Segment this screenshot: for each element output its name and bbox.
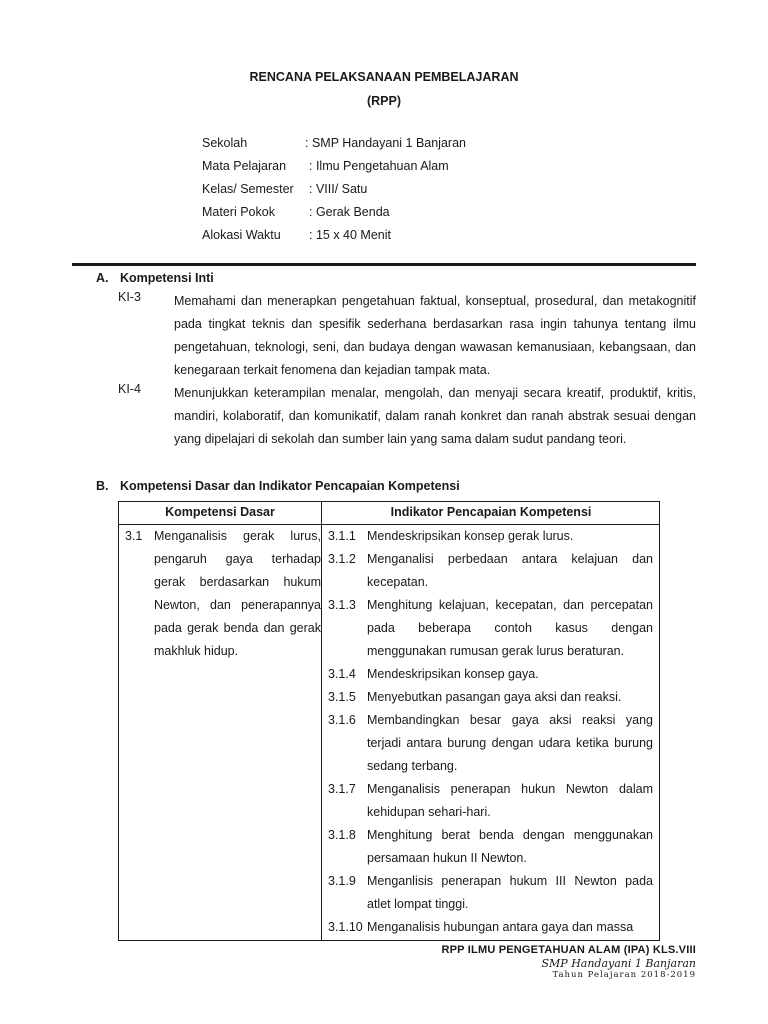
indicator-number: 3.1.3 (328, 598, 356, 612)
ki-code: KI-3 (118, 290, 141, 304)
identity-block (202, 136, 466, 251)
info-value: : VIII/ Satu (309, 182, 368, 196)
table-header-ipk: Indikator Pencapaian Kompetensi (390, 505, 592, 519)
ki-code: KI-4 (118, 382, 141, 396)
info-label: Sekolah (202, 136, 248, 150)
section-letter: A. (96, 271, 109, 285)
section-b-heading (96, 479, 460, 493)
indicator-number: 3.1.4 (328, 667, 356, 681)
info-row-topic (202, 205, 466, 228)
document-subtitle: (RPP) (366, 94, 402, 108)
info-row-class (202, 182, 466, 205)
ki-item (118, 290, 696, 382)
info-row-time (202, 228, 466, 251)
info-row-subject (202, 159, 466, 182)
indicator-number: 3.1.7 (328, 782, 356, 796)
section-letter: B. (96, 479, 109, 493)
info-value: : SMP Handayani 1 Banjaran (305, 136, 466, 150)
indicator-item (328, 870, 653, 916)
indicator-list (328, 525, 653, 939)
info-value: : 15 x 40 Menit (309, 228, 391, 242)
section-title: Kompetensi Inti (120, 271, 214, 285)
indicator-text: Menganalisis penerapan hukun Newton dalam kehidupan sehari-hari. (367, 782, 653, 819)
table-column-divider (321, 502, 322, 940)
indicator-item (328, 686, 653, 709)
indicator-text: Mendeskripsikan konsep gaya. (367, 667, 539, 681)
indicator-item (328, 548, 653, 594)
section-title: Kompetensi Dasar dan Indikator Pencapaian Kompetensi (120, 479, 460, 493)
kd-text: Menganalisis gerak lurus, pengaruh gaya terhadap gerak berdasarkan hukum Newton, dan penerapannya pada gerak benda dan gerak makhluk hidup. (154, 529, 321, 658)
competency-table (118, 501, 660, 941)
info-label: Materi Pokok (202, 205, 275, 219)
indicator-item (328, 525, 653, 548)
table-header-kd: Kompetensi Dasar (165, 505, 275, 519)
info-value: : Ilmu Pengetahuan Alam (309, 159, 449, 173)
footer-document-label: RPP ILMU PENGETAHUAN ALAM (IPA) KLS.VIII (441, 944, 696, 956)
ki-text: Menunjukkan keterampilan menalar, mengolah, dan menyaji secara kreatif, produktif, kritis, mandiri, kolaboratif, dan komunikatif, dalam ranah konkret dan ranah abstrak sesuai dengan yang dipelajari di sekolah dan sumber lain yang sama dalam sudut pandang teori. (174, 386, 696, 446)
horizontal-divider (72, 263, 696, 266)
indicator-item (328, 824, 653, 870)
info-row-school (202, 136, 466, 159)
indicator-text: Menganalisi perbedaan antara kelajuan dan kecepatan. (367, 552, 653, 589)
indicator-number: 3.1.2 (328, 552, 356, 566)
footer-school: SMP Handayani 1 Banjaran (541, 957, 696, 970)
ki-text: Memahami dan menerapkan pengetahuan faktual, konseptual, prosedural, dan metakognitif pada tingkat teknis dan spesifik sederhana berdasarkan rasa ingin tahunya tentang ilmu pengetahuan, teknologi, seni, dan budaya dengan wawasan kemanusiaan, kebangsaan, dan kenegaraan terkait fenomena dan kejadian tampak mata. (174, 294, 696, 377)
indicator-number: 3.1.5 (328, 690, 356, 704)
indicator-number: 3.1.10 (328, 920, 363, 934)
indicator-number: 3.1.9 (328, 874, 356, 888)
indicator-item (328, 594, 653, 663)
indicator-number: 3.1.8 (328, 828, 356, 842)
indicator-item (328, 663, 653, 686)
indicator-text: Mendeskripsikan konsep gerak lurus. (367, 529, 574, 543)
indicator-text: Menghitung kelajuan, kecepatan, dan percepatan pada beberapa contoh kasus dengan menggunakan rumusan gerak lurus beraturan. (367, 598, 653, 658)
indicator-item (328, 709, 653, 778)
indicator-number: 3.1.6 (328, 713, 356, 727)
indicator-text: Membandingkan besar gaya aksi reaksi yang terjadi antara burung dengan udara ketika burung sedang terbang. (367, 713, 653, 773)
info-label: Mata Pelajaran (202, 159, 287, 173)
indicator-text: Menganalisis hubungan antara gaya dan massa (367, 920, 634, 934)
kd-number: 3.1 (125, 529, 143, 543)
indicator-text: Menganlisis penerapan hukum III Newton pada atlet lompat tinggi. (367, 874, 653, 911)
indicator-item (328, 778, 653, 824)
info-label: Alokasi Waktu (202, 228, 281, 242)
info-label: Kelas/ Semester (202, 182, 294, 196)
indicator-text: Menyebutkan pasangan gaya aksi dan reaksi. (367, 690, 622, 704)
info-value: : Gerak Benda (309, 205, 390, 219)
document-title: RENCANA PELAKSANAAN PEMBELAJARAN (249, 70, 519, 84)
footer-year: Tahun Pelajaran 2018-2019 (552, 970, 696, 980)
indicator-number: 3.1.1 (328, 529, 356, 543)
section-a-heading (96, 271, 214, 285)
ki-item (118, 382, 696, 452)
indicator-item (328, 916, 653, 939)
indicator-text: Menghitung berat benda dengan menggunakan persamaan hukun II Newton. (367, 828, 653, 865)
